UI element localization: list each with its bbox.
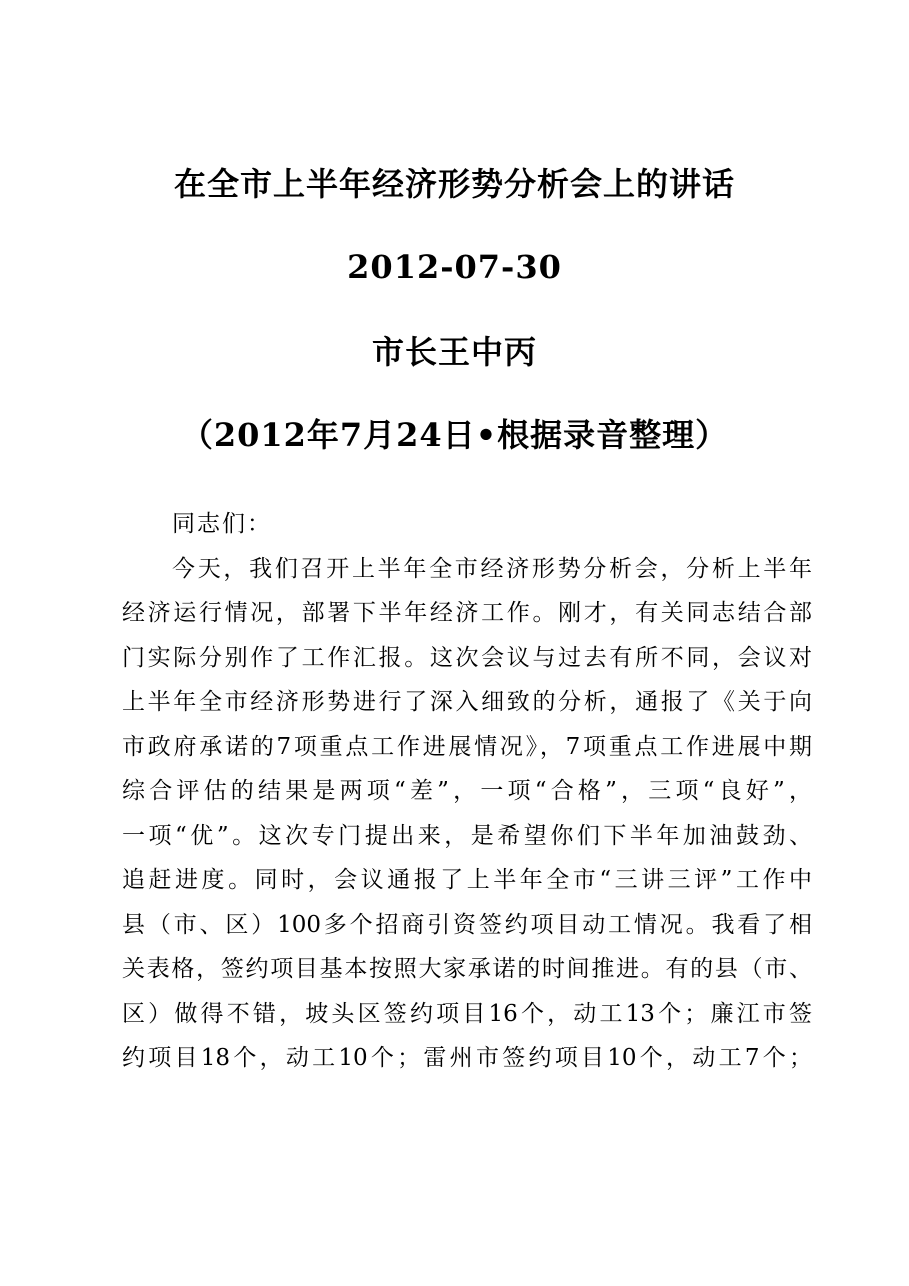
paragraph-line: 县（市、区）100多个招商引资签约项目动工情况。我看了相 (122, 911, 812, 938)
speech-body (122, 502, 812, 1081)
paragraph-line: 经济运行情况，部署下半年经济工作。刚才，有关同志结合部 (122, 600, 812, 626)
paragraph-line: 追赶进度。同时，会议通报了上半年全市“三讲三评”工作中 (122, 867, 812, 893)
document-author: 市长王中丙 (371, 333, 537, 371)
paragraph-line: 市政府承诺的7项重点工作进展情况》，7项重点工作进展中期 (122, 733, 812, 760)
paragraph-line: 门实际分别作了工作汇报。这次会议与过去有所不同，会议对 (122, 644, 812, 671)
document-note: （2012年7月24日•根据录音整理） (180, 416, 729, 454)
paragraph-line: 约项目18个，动工10个；雷州市签约项目10个，动工7个； (122, 1045, 812, 1071)
document-date: 2012-07-30 (347, 248, 562, 286)
paragraph-line: 关表格，签约项目基本按照大家承诺的时间推进。有的县（市、 (122, 956, 812, 982)
paragraph-line: 综合评估的结果是两项“差”，一项“合格”，三项“良好”， (122, 778, 812, 804)
paragraph-line: 今天，我们召开上半年全市经济形势分析会，分析上半年 (172, 555, 812, 582)
document-title: 在全市上半年经济形势分析会上的讲话 (173, 165, 735, 203)
paragraph-line: 区）做得不错，坡头区签约项目16个，动工13个；廉江市签 (122, 1000, 812, 1027)
salutation: 同志们： (172, 511, 272, 537)
paragraph-line: 上半年全市经济形势进行了深入细致的分析，通报了《关于向 (122, 689, 812, 715)
paragraph-line: 一项“优”。这次专门提出来，是希望你们下半年加油鼓劲、 (122, 822, 812, 849)
